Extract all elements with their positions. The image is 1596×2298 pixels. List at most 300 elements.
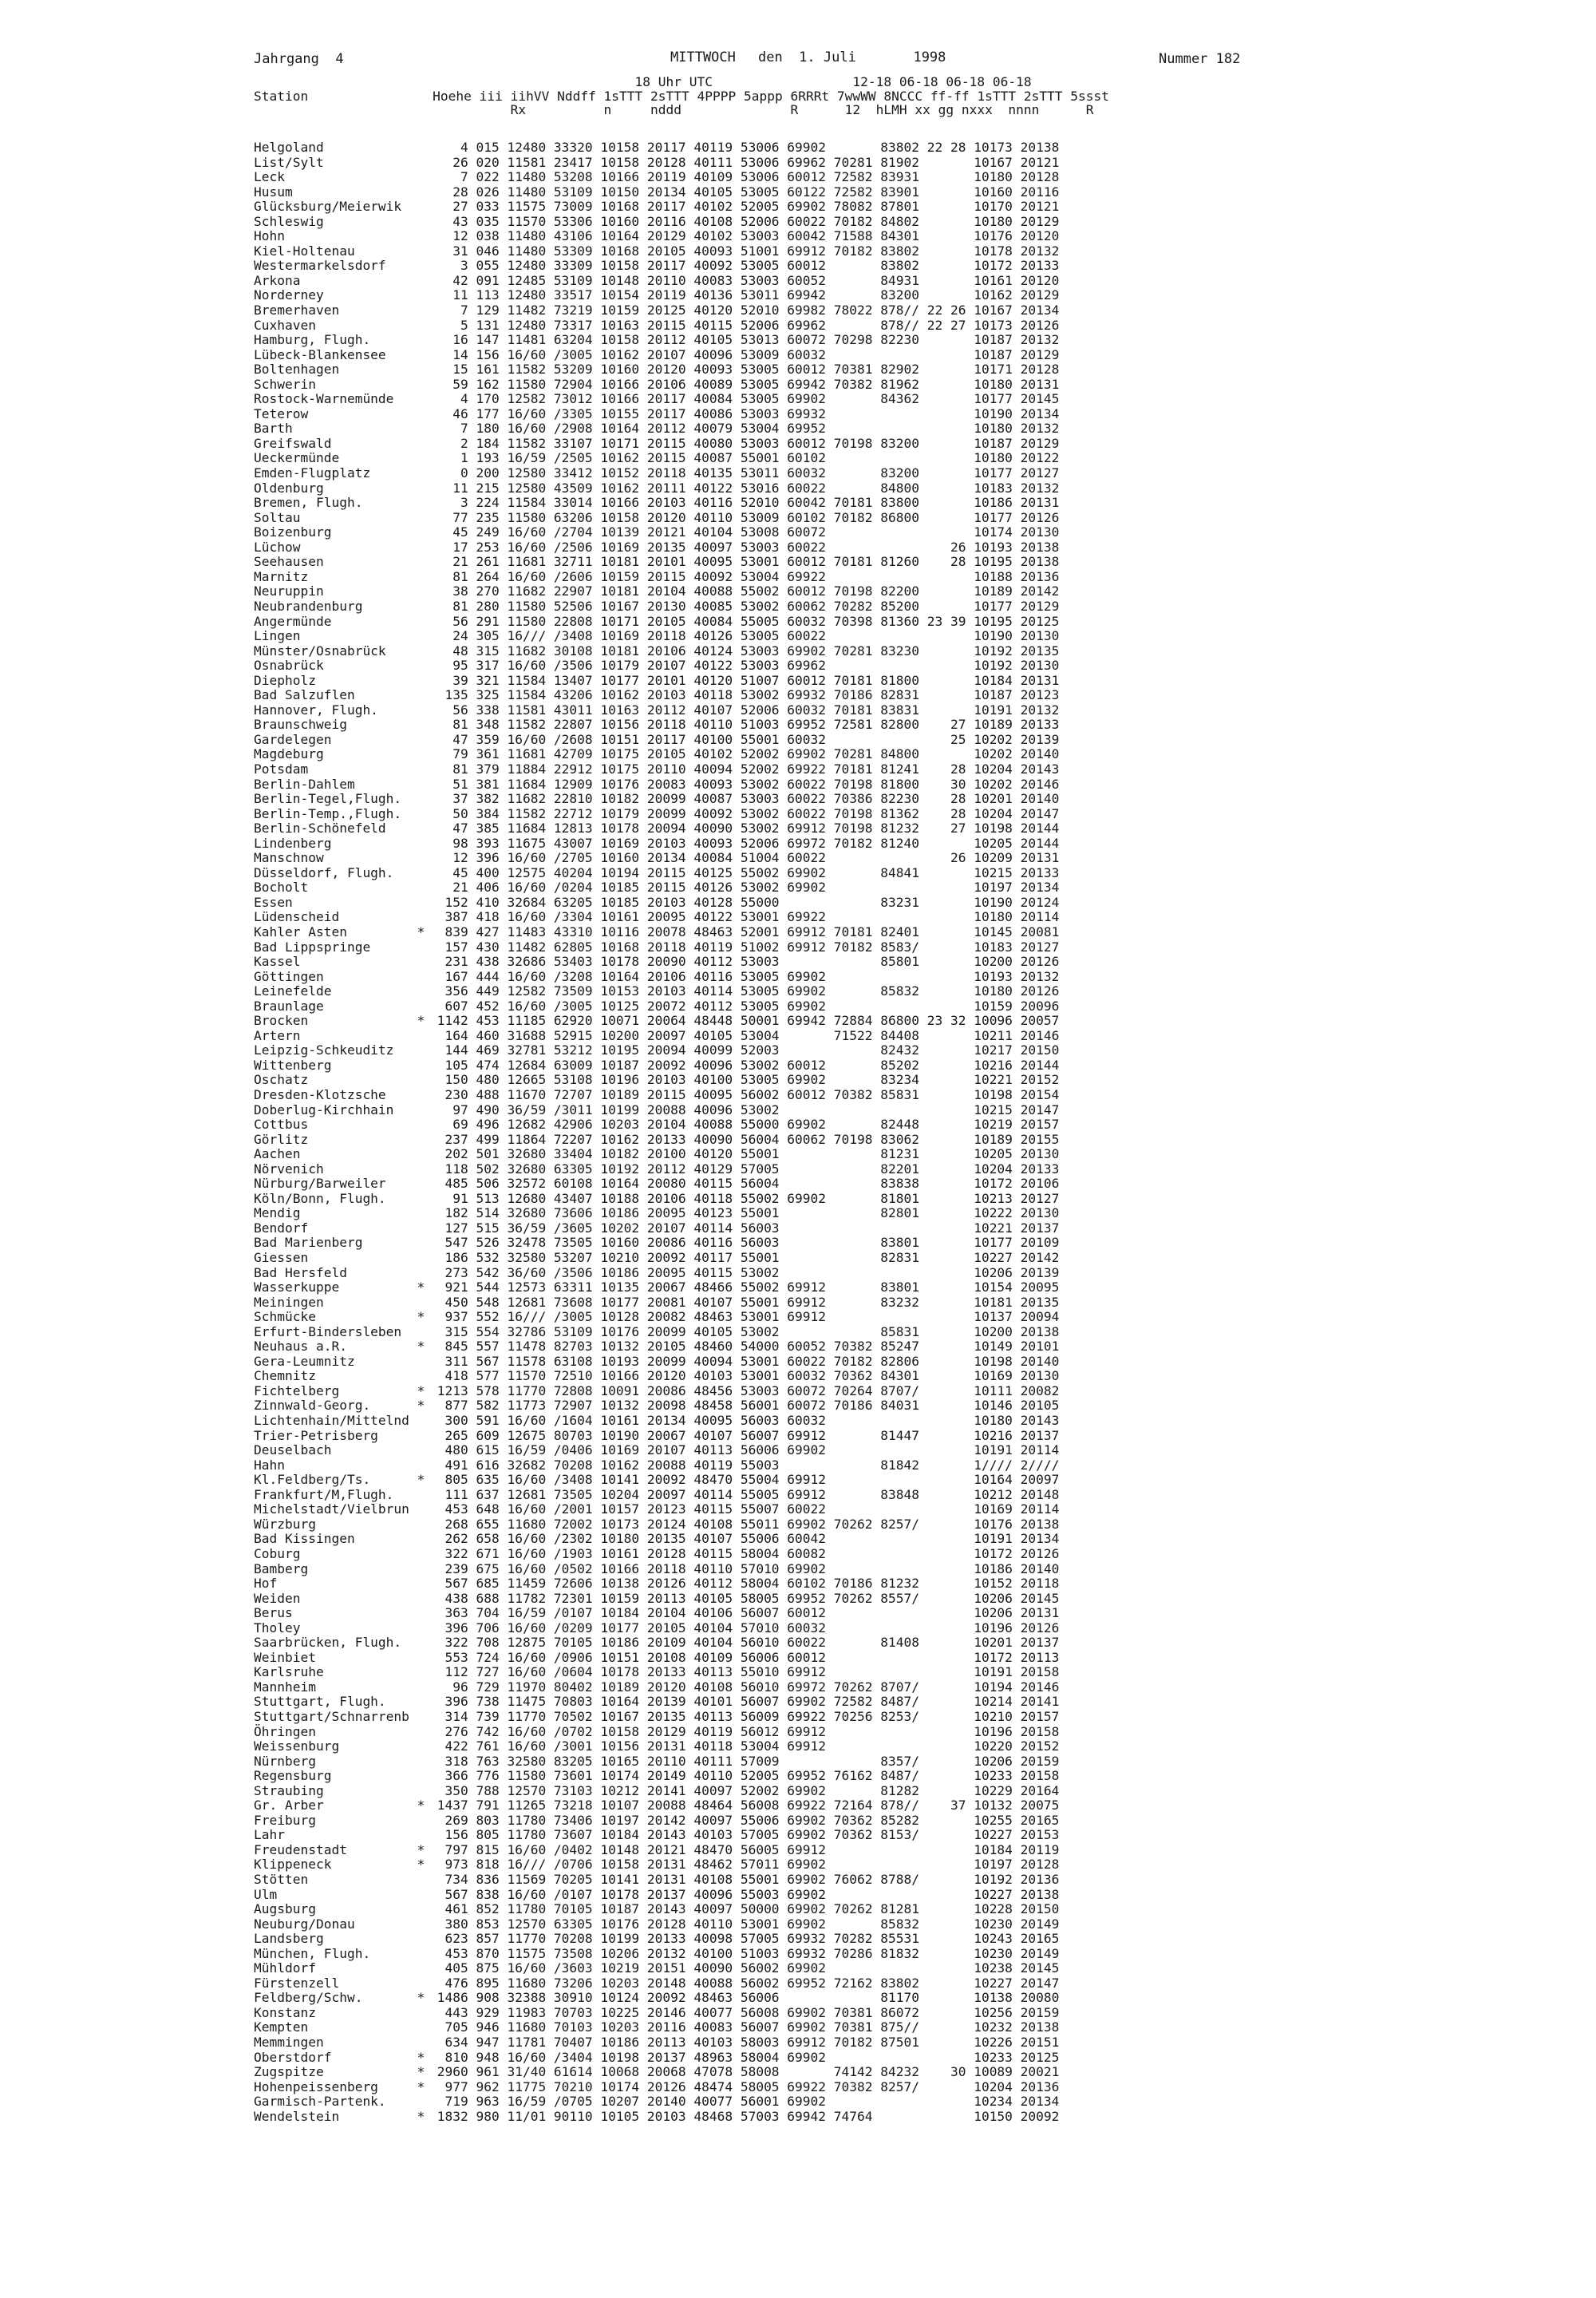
observation-values: 4 170 12582 73012 10166 20117 40084 53005 69902 84362 10177 20145: [429, 391, 1060, 407]
table-row: [254, 1947, 1059, 1962]
observation-values: 202 501 32680 33404 10182 20100 40120 55001 81231 10205 20130: [429, 1146, 1060, 1162]
observation-values: 422 761 16/60 /3001 10156 20131 40118 53004 69912 10220 20152: [429, 1738, 1060, 1754]
station-name: Bremen, Flugh.: [254, 495, 363, 511]
station-name: Barth: [254, 421, 293, 437]
station-name: Mendig: [254, 1205, 301, 1221]
issue-number-label: Nummer 182: [1159, 51, 1241, 67]
table-row: [254, 1384, 1059, 1399]
observation-values: 26 020 11581 23417 10158 20128 40111 53006 69962 70281 81902 10167 20121: [429, 154, 1060, 170]
station-name: Regensburg: [254, 1768, 332, 1784]
station-name: Coburg: [254, 1545, 301, 1561]
station-name: Köln/Bonn, Flugh.: [254, 1190, 386, 1206]
observation-values: 45 400 12575 40204 10194 20115 40125 55002 69902 84841 10215 20133: [429, 864, 1060, 880]
observation-values: 719 963 16/59 /0705 10207 20140 40077 56001 69902 10234 20134: [429, 2094, 1060, 2110]
table-row: [254, 1398, 1059, 1414]
station-name: Weiden: [254, 1590, 301, 1606]
observation-values: 839 427 11483 43310 10116 20078 48463 52001 69912 70181 82401 10145 20081: [429, 924, 1060, 939]
table-row: [254, 644, 1059, 659]
table-row: [254, 1325, 1059, 1340]
station-name: Memmingen: [254, 2035, 324, 2050]
table-row: [254, 362, 1059, 378]
table-row: [254, 1147, 1059, 1162]
observation-values: 805 635 16/60 /3408 10141 20092 48470 55004 69912 10164 20097: [429, 1472, 1060, 1488]
observation-values: 15 161 11582 53209 10160 20120 40093 53005 60012 70381 82902 10171 20128: [429, 362, 1060, 378]
observation-values: 11 113 12480 33517 10154 20119 40136 53011 69942 83200 10162 20129: [429, 287, 1060, 303]
table-row: [254, 629, 1059, 644]
table-row: [254, 378, 1059, 393]
observation-values: 150 480 12665 53108 10196 20103 40100 53005 69902 83234 10221 20152: [429, 1072, 1060, 1088]
station-name: Lichtenhain/Mittelnd: [254, 1413, 409, 1429]
observation-values: 2960 961 31/40 61614 10068 20068 47078 58008 74142 84232 30 10089 20021: [429, 2064, 1060, 2080]
station-name: Berlin-Tegel,Flugh.: [254, 791, 402, 807]
observation-values: 276 742 16/60 /0702 10158 20129 40119 56012 69912 10196 20158: [429, 1723, 1060, 1739]
table-row: [254, 1725, 1059, 1740]
observation-values: 81 348 11582 22807 10156 20118 40110 51003 69952 72581 82800 27 10189 20133: [429, 717, 1060, 733]
observation-values: 476 895 11680 73206 10203 20148 40088 56002 69952 72162 83802 10227 20147: [429, 1975, 1060, 1991]
station-name: Ueckermünde: [254, 450, 340, 466]
table-row: [254, 2035, 1059, 2051]
station-name: Erfurt-Bindersleben: [254, 1323, 402, 1339]
table-row: [254, 718, 1059, 733]
table-row: [254, 496, 1059, 511]
station-name: Oberstdorf *: [254, 2049, 425, 2065]
table-row: [254, 1517, 1059, 1533]
station-name: Landsberg: [254, 1931, 324, 1947]
observation-values: 38 270 11682 22907 10181 20104 40088 55002 60012 70198 82200 10189 20142: [429, 583, 1060, 599]
observation-values: 167 444 16/60 /3208 10164 20106 40116 53005 69902 10193 20132: [429, 968, 1060, 984]
station-name: Görlitz: [254, 1131, 309, 1147]
station-name: Konstanz: [254, 2004, 316, 2020]
station-name: Klippeneck *: [254, 1857, 425, 1873]
observation-values: 105 474 12684 63009 10187 20092 40096 53002 60012 85202 10216 20144: [429, 1057, 1060, 1073]
table-row: [254, 2110, 1059, 2125]
table-row: [254, 1902, 1059, 1917]
observation-values: 322 708 12875 70105 10186 20109 40104 56010 60022 81408 10201 20137: [429, 1635, 1060, 1651]
table-row: [254, 318, 1059, 334]
station-name: Cuxhaven: [254, 317, 316, 333]
table-row: [254, 1117, 1059, 1133]
station-name: Zugspitze *: [254, 2064, 425, 2080]
observation-values: 634 947 11781 70407 10186 20113 40103 58003 69912 70182 87501 10226 20151: [429, 2035, 1060, 2050]
station-name: Öhringen: [254, 1723, 316, 1739]
table-row: [254, 274, 1059, 289]
table-row: [254, 1236, 1059, 1251]
station-name: Lindenberg: [254, 835, 332, 851]
observation-values: 311 567 11578 63108 10193 20099 40094 53001 60022 70182 82806 10198 20140: [429, 1353, 1060, 1369]
station-name: Mannheim: [254, 1679, 316, 1695]
table-row: [254, 1798, 1059, 1813]
observation-values: 1213 578 11770 72808 10091 20086 48456 53003 60072 70264 8707/ 10111 20082: [429, 1382, 1060, 1398]
observation-values: 14 156 16/60 /3005 10162 20107 40096 53009 60032 10187 20129: [429, 346, 1060, 362]
table-row: [254, 910, 1059, 925]
table-row: [254, 1043, 1059, 1058]
station-name: Wittenberg: [254, 1057, 332, 1073]
table-row: [254, 584, 1059, 599]
station-name: Arkona: [254, 272, 301, 288]
table-row: [254, 1310, 1059, 1325]
observation-values: 547 526 32478 73505 10160 20086 40116 56003 83801 10177 20109: [429, 1235, 1060, 1251]
station-name: Gr. Arber *: [254, 1798, 425, 1813]
table-row: [254, 880, 1059, 896]
observation-values: 396 706 16/60 /0209 10177 20105 40104 57010 60032 10196 20126: [429, 1620, 1060, 1635]
observation-values: 48 315 11682 30108 10181 20106 40124 53003 69902 70281 83230 10192 20135: [429, 643, 1060, 659]
table-row: [254, 866, 1059, 881]
observation-values: 273 542 36/60 /3506 10186 20095 40115 53002 10206 20139: [429, 1264, 1060, 1280]
table-row: [254, 955, 1059, 970]
observation-values: 12 038 11480 43106 10164 20129 40102 53003 60042 71588 84301 10176 20120: [429, 228, 1060, 244]
table-row: [254, 1103, 1059, 1118]
observation-values: 268 655 11680 72002 10173 20124 40108 55011 69902 70262 8257/ 10176 20138: [429, 1516, 1060, 1532]
table-row: [254, 1029, 1059, 1044]
observation-values: 45 249 16/60 /2704 10139 20121 40104 53008 60072 10174 20130: [429, 524, 1060, 540]
table-row: [254, 1562, 1059, 1577]
table-row: [254, 1058, 1059, 1074]
observation-values: 4 015 12480 33320 10158 20117 40119 53006 69902 83802 22 28 10173 20138: [429, 140, 1060, 155]
observation-values: 937 552 16/// /3005 10128 20082 48463 53001 69912 10137 20094: [429, 1309, 1060, 1325]
table-row: [254, 229, 1059, 244]
station-name: Seehausen: [254, 554, 324, 570]
table-row: [254, 1843, 1059, 1858]
observation-values: 315 554 32786 53109 10176 20099 40105 53002 85831 10200 20138: [429, 1323, 1060, 1339]
station-name: Giessen: [254, 1250, 309, 1266]
observation-values: 56 291 11580 22808 10171 20105 40084 55005 60032 70398 81360 23 39 10195 20125: [429, 613, 1060, 629]
observation-values: 239 675 16/60 /0502 10166 20118 40110 57010 69902 10186 20140: [429, 1560, 1060, 1576]
observation-values: 156 805 11780 73607 10184 20143 40103 57005 69902 70362 8153/ 10227 20153: [429, 1827, 1060, 1843]
station-name: Hannover, Flugh.: [254, 702, 378, 718]
table-row: [254, 1651, 1059, 1666]
table-row: [254, 940, 1059, 955]
table-row: [254, 599, 1059, 615]
station-name: Lüchow: [254, 539, 301, 555]
observation-values: 43 035 11570 53306 10160 20116 40108 52006 60022 70182 84802 10180 20129: [429, 213, 1060, 229]
table-row: [254, 570, 1059, 585]
table-row: [254, 1133, 1059, 1148]
table-row: [254, 1443, 1059, 1458]
observation-values: 81 379 11884 22912 10175 20110 40094 52002 69922 70181 81241 28 10204 20143: [429, 761, 1060, 777]
station-name: Wasserkuppe *: [254, 1280, 425, 1295]
observation-values: 318 763 32580 83205 10165 20110 40111 57009 8357/ 10206 20159: [429, 1753, 1060, 1769]
station-name: Meiningen: [254, 1294, 324, 1310]
station-name: Essen: [254, 894, 293, 910]
column-header-line: Rx n nddd R 12 hLMH xx gg nxxx nnnn R: [254, 102, 1094, 118]
station-name: Kassel: [254, 954, 301, 970]
station-name: Lübeck-Blankensee: [254, 346, 386, 362]
table-row: [254, 1635, 1059, 1651]
observation-values: 810 948 16/60 /3404 10198 20137 48963 58004 69902 10233 20125: [429, 2049, 1060, 2065]
observation-values: 3 224 11584 33014 10166 20103 40116 52010 60042 70181 83800 10186 20131: [429, 495, 1060, 511]
station-name: Berus: [254, 1605, 293, 1621]
observation-values: 37 382 11682 22810 10182 20099 40087 53003 60022 70386 82230 28 10201 20140: [429, 791, 1060, 807]
station-name: Marnitz: [254, 568, 309, 584]
table-row: [254, 1429, 1059, 1444]
observation-values: 31 046 11480 53309 10168 20105 40093 51001 69912 70182 83802 10178 20132: [429, 243, 1060, 259]
table-row: [254, 2080, 1059, 2095]
observation-values: 182 514 32680 73606 10186 20095 40123 55001 82801 10222 20130: [429, 1205, 1060, 1221]
observation-values: 11 215 12580 43509 10162 20111 40122 53016 60022 84800 10183 20132: [429, 480, 1060, 496]
table-row: [254, 1592, 1059, 1607]
observation-values: 164 460 31688 52915 10200 20097 40105 53004 71522 84408 10211 20146: [429, 1027, 1060, 1043]
table-row: [254, 1369, 1059, 1384]
station-name: Chemnitz: [254, 1368, 316, 1384]
station-name: Mühldorf: [254, 1960, 316, 1976]
station-name: Schwerin: [254, 376, 316, 392]
observation-values: 47 385 11684 12813 10178 20094 40090 53002 69912 70198 81232 27 10198 20144: [429, 821, 1060, 837]
station-name: Bocholt: [254, 880, 309, 896]
observation-values: 46 177 16/60 /3305 10155 20117 40086 53003 69932 10190 20134: [429, 405, 1060, 421]
table-row: [254, 1769, 1059, 1784]
table-row: [254, 1710, 1059, 1725]
station-name: Gardelegen: [254, 731, 332, 747]
table-row: [254, 674, 1059, 689]
table-row: [254, 984, 1059, 999]
table-row: [254, 451, 1059, 466]
observation-values: 5 131 12480 73317 10163 20115 40115 52006 69962 878// 22 27 10173 20126: [429, 317, 1060, 333]
table-row: [254, 2065, 1059, 2080]
station-name: Wendelstein *: [254, 2108, 425, 2124]
observation-values: 363 704 16/59 /0107 10184 20104 40106 56007 60012 10206 20131: [429, 1605, 1060, 1621]
station-name: Helgoland: [254, 140, 324, 155]
table-row: [254, 792, 1059, 807]
column-header-line: 18 Uhr UTC 12-18 06-18 06-18 06-18: [254, 74, 1032, 89]
table-row: [254, 777, 1059, 793]
station-name: Osnabrück: [254, 658, 324, 674]
table-row: [254, 2051, 1059, 2066]
table-row: [254, 1873, 1059, 1888]
observation-values: 21 261 11681 32711 10181 20101 40095 53001 60012 70181 81260 28 10195 20138: [429, 554, 1060, 570]
station-name: Braunlage: [254, 998, 324, 1014]
observation-values: 734 836 11569 70205 10141 20131 40108 55001 69902 76062 8788/ 10192 20136: [429, 1871, 1060, 1887]
observation-values: 12 396 16/60 /2705 10160 20134 40084 51004 60022 26 10209 20131: [429, 850, 1060, 866]
table-row: [254, 747, 1059, 762]
observation-values: 921 544 12573 63311 10135 20067 48466 55002 69912 83801 10154 20095: [429, 1280, 1060, 1295]
station-name: München, Flugh.: [254, 1945, 371, 1961]
station-name: Würzburg: [254, 1516, 316, 1532]
station-name: Brocken *: [254, 1013, 425, 1029]
observation-values: 79 361 11681 42709 10175 20105 40102 52002 69902 70281 84800 10202 20140: [429, 746, 1060, 762]
station-name: Glücksburg/Meierwik: [254, 199, 402, 215]
observation-values: 28 026 11480 53109 10150 20134 40105 53005 60122 72582 83901 10160 20116: [429, 184, 1060, 200]
station-name: Deuselbach: [254, 1442, 332, 1458]
observation-values: 21 406 16/60 /0204 10185 20115 40126 53002 69902 10197 20134: [429, 880, 1060, 896]
observation-values: 438 688 11782 72301 10159 20113 40105 58005 69952 70262 8557/ 10206 20145: [429, 1590, 1060, 1606]
table-row: [254, 2020, 1059, 2035]
table-row: [254, 1932, 1059, 1947]
table-row: [254, 466, 1059, 481]
station-name: Kempten: [254, 2019, 309, 2035]
observation-values: 405 875 16/60 /3603 10219 20151 40090 56002 69902 10238 20145: [429, 1960, 1060, 1976]
station-name: Neuruppin: [254, 583, 324, 599]
station-name: Fichtelberg *: [254, 1382, 425, 1398]
observation-values: 265 609 12675 80703 10190 20067 40107 56007 69912 81447 10216 20137: [429, 1427, 1060, 1443]
observation-values: 118 502 32680 63305 10192 20112 40129 57005 82201 10204 20133: [429, 1161, 1060, 1177]
station-name: Oldenburg: [254, 480, 324, 496]
table-row: [254, 437, 1059, 452]
observation-values: 269 803 11780 73406 10197 20142 40097 55006 69902 70362 85282 10255 20165: [429, 1812, 1060, 1828]
table-row: [254, 925, 1059, 940]
station-name: Trier-Petrisberg: [254, 1427, 378, 1443]
table-row: [254, 1754, 1059, 1770]
observation-values: 69 496 12682 42906 10203 20104 40088 55000 69902 82448 10219 20157: [429, 1117, 1060, 1133]
station-name: Neuhaus a.R. *: [254, 1339, 425, 1355]
table-row: [254, 540, 1059, 556]
table-row: [254, 807, 1059, 822]
table-row: [254, 1680, 1059, 1695]
station-name: Nörvenich: [254, 1161, 324, 1177]
station-name: Leinefelde: [254, 983, 332, 999]
station-name: Boizenburg: [254, 524, 332, 540]
table-row: [254, 1073, 1059, 1088]
table-row: [254, 1621, 1059, 1636]
station-name: Düsseldorf, Flugh.: [254, 864, 394, 880]
station-name: Zinnwald-Georg. *: [254, 1398, 425, 1414]
table-row: [254, 1695, 1059, 1710]
observation-values: 387 418 16/60 /3304 10161 20095 40122 53001 69922 10180 20114: [429, 909, 1060, 925]
observation-values: 567 685 11459 72606 10138 20126 40112 58004 60102 70186 81232 10152 20118: [429, 1576, 1060, 1592]
observation-values: 262 658 16/60 /2302 10180 20135 40107 55006 60042 10191 20134: [429, 1531, 1060, 1547]
table-row: [254, 999, 1059, 1015]
table-row: [254, 821, 1059, 837]
table-row: [254, 244, 1059, 259]
observation-values: 356 449 12582 73509 10153 20103 40114 53005 69902 85832 10180 20126: [429, 983, 1060, 999]
station-name: Dresden-Klotzsche: [254, 1087, 386, 1102]
station-name: Angermünde: [254, 613, 332, 629]
observation-values: 127 515 36/59 /3605 10202 20107 40114 56003 10221 20137: [429, 1220, 1060, 1236]
station-name: Doberlug-Kirchhain: [254, 1102, 394, 1117]
station-name: Hof: [254, 1576, 278, 1592]
station-name: Nürnberg: [254, 1753, 316, 1769]
station-name: Leipzig-Schkeuditz: [254, 1042, 394, 1058]
observation-values: 623 857 11770 70208 10199 20133 40098 57005 69932 70282 85531 10243 20165: [429, 1931, 1060, 1947]
observation-values: 567 838 16/60 /0107 10178 20137 40096 55003 69902 10227 20138: [429, 1886, 1060, 1902]
station-name: Bad Kissingen: [254, 1531, 355, 1547]
station-name: Bad Marienberg: [254, 1235, 363, 1251]
date-label: den 1. Juli 1998: [758, 49, 946, 65]
station-name: Kahler Asten *: [254, 924, 425, 939]
observation-values: 450 548 12681 73608 10177 20081 40107 55001 69912 83232 10181 20135: [429, 1294, 1060, 1310]
station-name: Frankfurt/M,Flugh.: [254, 1486, 394, 1502]
station-name: Westermarkelsdorf: [254, 258, 386, 274]
observation-values: 607 452 16/60 /3005 10125 20072 40112 53005 69902 10159 20096: [429, 998, 1060, 1014]
table-row: [254, 703, 1059, 718]
table-row: [254, 970, 1059, 985]
table-row: [254, 1857, 1059, 1873]
table-row: [254, 1414, 1059, 1429]
table-row: [254, 1488, 1059, 1503]
station-name: Neubrandenburg: [254, 598, 363, 614]
column-header-line: Station Hoehe iii iihVV Nddff 1sTTT 2sTTT 4PPPP 5appp 6RRRt 7wwWW 8NCCC ff-ff 1sTTT 2sTTT 5ssst: [254, 88, 1110, 104]
station-name: Münster/Osnabrück: [254, 643, 386, 659]
station-name: Artern: [254, 1027, 301, 1043]
station-name: Hamburg, Flugh.: [254, 332, 371, 348]
table-row: [254, 481, 1059, 496]
observation-values: 7 180 16/60 /2908 10164 20112 40079 53004 69952 10180 20132: [429, 421, 1060, 437]
table-row: [254, 1014, 1059, 1029]
station-name: Hohn: [254, 228, 285, 244]
station-name: Lüdenscheid: [254, 909, 340, 925]
table-row: [254, 1502, 1059, 1517]
table-row: [254, 1991, 1059, 2006]
observation-values: 553 724 16/60 /0906 10151 20108 40109 56006 60012 10172 20113: [429, 1649, 1060, 1665]
observation-values: 314 739 11770 70502 10167 20135 40113 56009 69922 70256 8253/ 10210 20157: [429, 1708, 1060, 1724]
station-name: Rostock-Warnemünde: [254, 391, 394, 407]
observation-values: 98 393 11675 43007 10169 20103 40093 52006 69972 70182 81240 10205 20144: [429, 835, 1060, 851]
station-name: Saarbrücken, Flugh.: [254, 1635, 402, 1651]
table-row: [254, 1458, 1059, 1473]
station-name: Husum: [254, 184, 293, 200]
station-name: Berlin-Dahlem: [254, 776, 355, 792]
station-name: Greifswald: [254, 435, 332, 451]
station-name: Bad Salzuflen: [254, 687, 355, 703]
table-row: [254, 407, 1059, 422]
station-name: Bendorf: [254, 1220, 309, 1236]
weekday-label: MITTWOCH: [670, 49, 736, 65]
table-row: [254, 2094, 1059, 2110]
observation-values: 17 253 16/60 /2506 10169 20135 40097 53003 60022 26 10193 20138: [429, 539, 1060, 555]
observation-values: 56 338 11581 43011 10163 20112 40107 52006 60032 70181 83831 10191 20132: [429, 702, 1060, 718]
observation-values: 27 033 11575 73009 10168 20117 40102 52005 69902 78082 87801 10170 20121: [429, 199, 1060, 215]
observation-values: 322 671 16/60 /1903 10161 20128 40115 58004 60082 10172 20126: [429, 1545, 1060, 1561]
observation-values: 42 091 12485 53109 10148 20110 40083 53003 60052 84931 10161 20120: [429, 272, 1060, 288]
station-name: Neuburg/Donau: [254, 1916, 355, 1932]
observation-values: 705 946 11680 70103 10203 20116 40083 56007 69902 70381 875// 10232 20138: [429, 2019, 1060, 2035]
station-name: Feldberg/Schw. *: [254, 1990, 425, 2006]
station-name: Aachen: [254, 1146, 301, 1162]
station-name: Leck: [254, 169, 285, 185]
observation-values: 81 280 11580 52506 10167 20130 40085 53002 60062 70282 85200 10177 20129: [429, 598, 1060, 614]
observation-values: 59 162 11580 72904 10166 20106 40089 53005 69942 70382 81962 10180 20131: [429, 376, 1060, 392]
observation-values: 97 490 36/59 /3011 10199 20088 40096 53002 10215 20147: [429, 1102, 1060, 1117]
observation-values: 24 305 16/// /3408 10169 20118 40126 53005 60022 10190 20130: [429, 628, 1060, 644]
station-name: Diepholz: [254, 672, 316, 688]
table-row: [254, 511, 1059, 526]
observation-values: 47 359 16/60 /2608 10151 20117 40100 55001 60032 25 10202 20139: [429, 731, 1060, 747]
observation-values: 418 577 11570 72510 10166 20120 40103 53001 60032 70362 84301 10169 20130: [429, 1368, 1060, 1384]
station-table: [254, 140, 1059, 2124]
table-row: [254, 659, 1059, 674]
jahrgang-label: Jahrgang 4: [254, 51, 344, 67]
table-row: [254, 1473, 1059, 1488]
table-row: [254, 1976, 1059, 1991]
table-row: [254, 1162, 1059, 1177]
observation-values: 797 815 16/60 /0402 10148 20121 48470 56005 69912 10184 20119: [429, 1841, 1060, 1857]
table-row: [254, 215, 1059, 230]
table-row: [254, 733, 1059, 748]
station-name: Tholey: [254, 1620, 301, 1635]
table-row: [254, 688, 1059, 703]
station-name: Fürstenzell: [254, 1975, 340, 1991]
station-name: Teterow: [254, 405, 309, 421]
station-name: Manschnow: [254, 850, 324, 866]
observation-values: 16 147 11481 63204 10158 20112 40105 53013 60072 70298 82230 10187 20132: [429, 332, 1060, 348]
table-row: [254, 288, 1059, 303]
table-row: [254, 1339, 1059, 1355]
station-name: Bamberg: [254, 1560, 309, 1576]
observation-values: 230 488 11670 72707 10189 20115 40095 56002 60012 70382 85831 10198 20154: [429, 1087, 1060, 1102]
station-name: Weissenburg: [254, 1738, 340, 1754]
observation-values: 380 853 12570 63305 10176 20128 40110 53001 69902 85832 10230 20149: [429, 1916, 1060, 1932]
table-row: [254, 1606, 1059, 1621]
table-row: [254, 1177, 1059, 1192]
station-name: Gera-Leumnitz: [254, 1353, 355, 1369]
station-name: Schleswig: [254, 213, 324, 229]
station-name: Berlin-Schönefeld: [254, 821, 386, 837]
observation-values: 231 438 32686 53403 10178 20090 40112 53003 85801 10200 20126: [429, 954, 1060, 970]
column-header: [254, 75, 1109, 117]
observation-values: 453 870 11575 73508 10206 20132 40100 51003 69932 70286 81832 10230 20149: [429, 1945, 1060, 1961]
table-row: [254, 392, 1059, 407]
observation-values: 2 184 11582 33107 10171 20115 40080 53003 60012 70198 83200 10187 20129: [429, 435, 1060, 451]
observation-values: 485 506 32572 60108 10164 20080 40115 56004 83838 10172 20106: [429, 1176, 1060, 1192]
